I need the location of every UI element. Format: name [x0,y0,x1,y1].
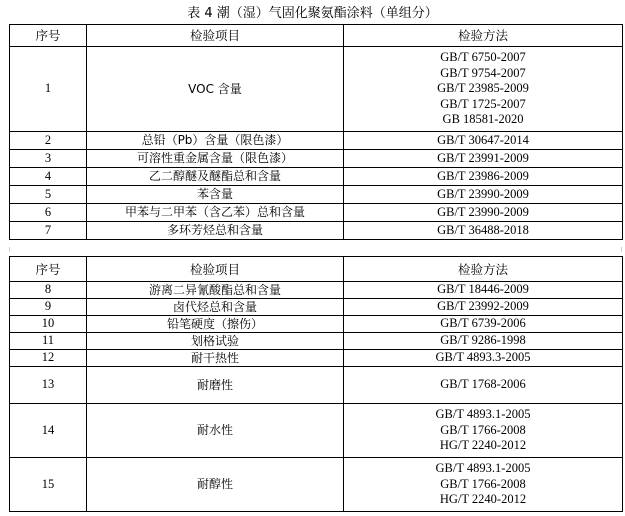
method-standard: GB 18581-2020 [442,112,524,127]
test-methods [344,204,623,222]
row-number: 6 [10,204,87,222]
method-standard: HG/T 2240-2012 [439,438,527,453]
row-number: 2 [10,132,87,150]
test-item: 乙二醇醚及醚酯总和含量 [87,168,344,186]
method-standard: GB/T 9286-1998 [440,333,526,348]
test-item: 卤代烃总和含量 [87,299,344,316]
method-standard: GB/T 9754-2007 [440,65,526,80]
table-row [10,282,623,299]
row-number: 15 [10,458,87,512]
method-standard: GB/T 23992-2009 [437,299,529,314]
test-methods [344,150,623,168]
method-standard: GB/T 23990-2009 [437,186,529,201]
row-number: 3 [10,150,87,168]
table-row [10,150,623,168]
row-number: 1 [10,47,87,132]
header-no: 序号 [10,25,87,47]
test-item: 苯含量 [87,186,344,204]
method-standard: GB/T 6750-2007 [440,50,526,65]
test-item: 铅笔硬度（擦伤） [87,316,344,333]
test-item: 甲苯与二甲苯（含乙苯）总和含量 [87,204,344,222]
table-caption: 表 4 潮（湿）气固化聚氨酯涂料（单组分） [187,6,438,21]
page-break-mark-left [9,247,10,252]
test-methods [344,168,623,186]
method-standard: GB/T 18446-2009 [437,282,529,297]
table-row [10,186,623,204]
header-row [10,257,623,282]
method-standard: GB/T 36488-2018 [437,222,529,237]
standards-table-part-1 [9,24,623,240]
header-item: 检验项目 [87,25,344,47]
table-row [10,333,623,350]
test-item: 耐磨性 [87,367,344,404]
table-row [10,222,623,240]
test-methods [344,316,623,333]
method-standard: GB/T 1725-2007 [440,96,526,111]
test-item: 总铅（Pb）含量（限色漆） [87,132,344,150]
row-number: 12 [10,350,87,367]
method-standard: GB/T 1766-2008 [440,476,526,491]
header-item: 检验项目 [87,257,344,282]
test-methods [344,333,623,350]
test-methods [344,132,623,150]
table-row [10,350,623,367]
row-number: 8 [10,282,87,299]
test-methods [344,282,623,299]
row-number: 5 [10,186,87,204]
test-methods [344,222,623,240]
table-row [10,367,623,404]
row-number: 11 [10,333,87,350]
method-standard: GB/T 1766-2008 [440,422,526,437]
table-row [10,132,623,150]
test-item: 多环芳烃总和含量 [87,222,344,240]
header-method: 检验方法 [344,257,623,282]
method-standard: GB/T 4893.1-2005 [435,461,531,476]
test-methods [344,186,623,204]
method-standard: GB/T 30647-2014 [437,132,529,147]
test-item: 耐干热性 [87,350,344,367]
test-item: 耐水性 [87,404,344,458]
row-number: 9 [10,299,87,316]
method-standard: GB/T 1768-2006 [440,377,526,392]
method-standard: HG/T 2240-2012 [439,492,527,507]
test-item: VOC 含量 [87,47,344,132]
header-no: 序号 [10,257,87,282]
table-row [10,47,623,132]
test-item: 游离二异氰酸酯总和含量 [87,282,344,299]
row-number: 4 [10,168,87,186]
method-standard: GB/T 23991-2009 [437,150,529,165]
test-methods [344,404,623,458]
table-row [10,299,623,316]
header-method: 检验方法 [344,25,623,47]
table-row [10,404,623,458]
method-standard: GB/T 23986-2009 [437,168,529,183]
method-standard: GB/T 23985-2009 [437,81,529,96]
method-standard: GB/T 6739-2006 [440,316,526,331]
test-item: 划格试验 [87,333,344,350]
row-number: 10 [10,316,87,333]
table-row [10,316,623,333]
test-methods [344,350,623,367]
test-methods [344,47,623,132]
method-standard: GB/T 4893.1-2005 [435,407,531,422]
method-standard: GB/T 4893.3-2005 [435,350,531,365]
test-methods [344,458,623,512]
test-item: 可溶性重金属含量（限色漆） [87,150,344,168]
page-break-mark-right [621,247,622,252]
method-standard: GB/T 23990-2009 [437,204,529,219]
table-row [10,458,623,512]
test-methods [344,367,623,404]
table-row [10,204,623,222]
row-number: 13 [10,367,87,404]
row-number: 7 [10,222,87,240]
table-row [10,168,623,186]
test-item: 耐醇性 [87,458,344,512]
test-methods [344,299,623,316]
row-number: 14 [10,404,87,458]
standards-table-part-2 [9,256,623,512]
page-break-gap [0,246,625,254]
header-row [10,25,623,47]
